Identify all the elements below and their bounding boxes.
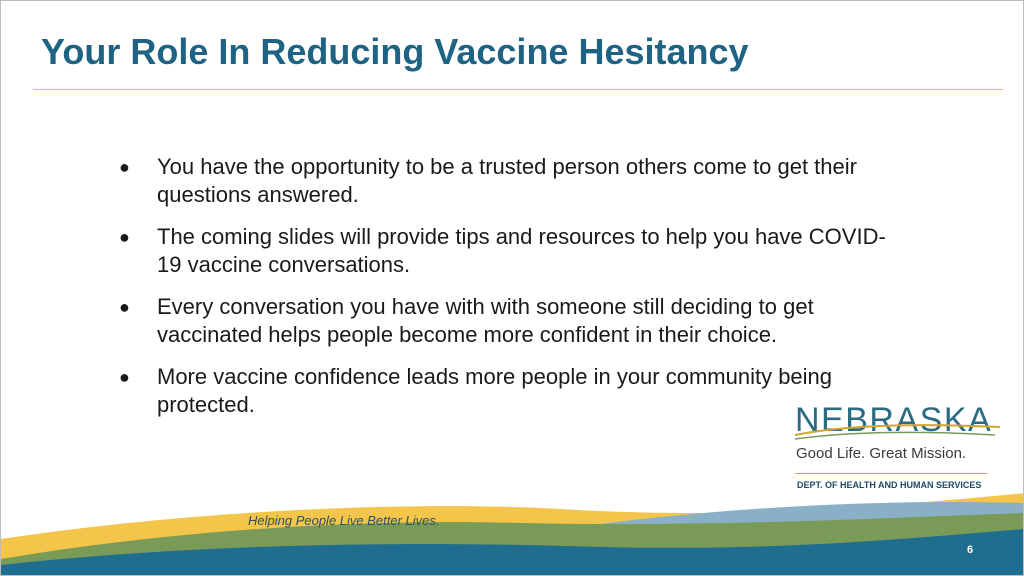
list-item [113,223,903,279]
nebraska-dhhs-logo [795,399,1000,495]
bullet-marker: ● [119,227,130,247]
bullet-marker: ● [119,157,130,177]
bullet-text: More vaccine confidence leads more people in your community being protected. [157,364,833,417]
list-item [113,153,903,209]
bullet-text: The coming slides will provide tips and resources to help you have COVID-19 vaccine conversations. [157,224,886,277]
bullet-text: You have the opportunity to be a trusted person others come to get their questions answered. [157,154,857,207]
bullet-marker: ● [119,367,130,387]
logo-wordmark: NEBRASKA [795,401,993,439]
page-number: 6 [967,544,974,556]
list-item [113,363,903,419]
bullet-list [113,153,903,433]
logo-tagline: Good Life. Great Mission. [796,445,967,462]
title-divider [33,89,1003,90]
footer-waves [1,489,1024,576]
logo-divider [795,473,987,474]
slide-title: Your Role In Reducing Vaccine Hesitancy [41,31,749,72]
logo-department: DEPT. OF HEALTH AND HUMAN SERVICES [797,480,982,490]
footer-slogan: Helping People Live Better Lives. [248,513,440,528]
logo-swoosh-icon [795,421,1000,441]
list-item [113,293,903,349]
bullet-marker: ● [119,297,130,317]
bullet-text: Every conversation you have with with someone still deciding to get vaccinated helps people become more confident in their choice. [157,294,814,347]
